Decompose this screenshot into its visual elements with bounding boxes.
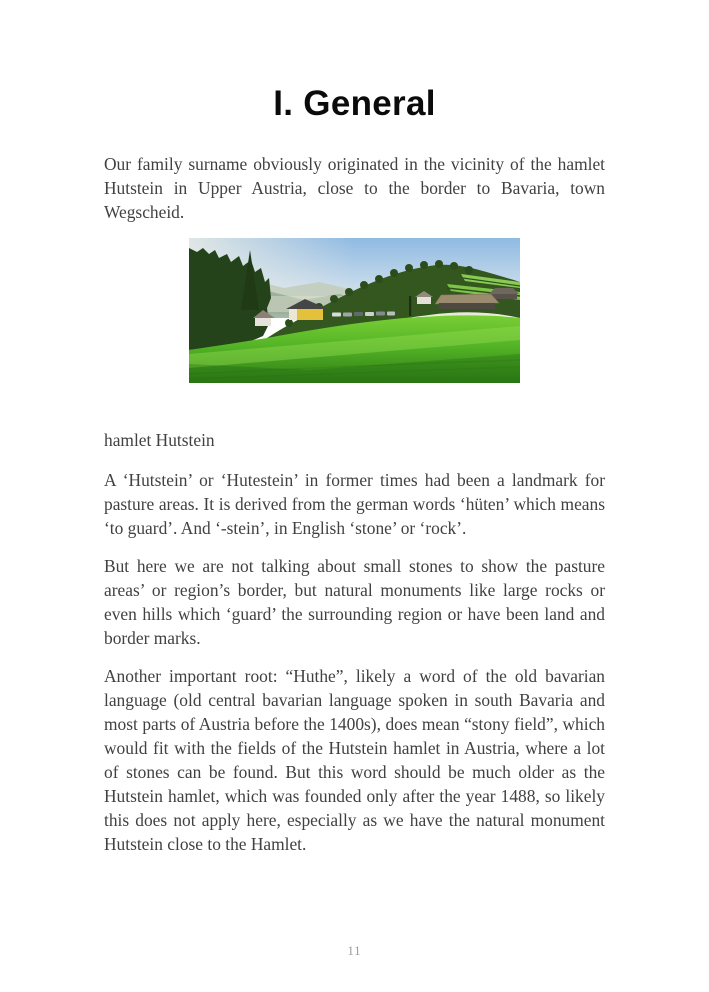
paragraph-hutstein-meaning: A ‘Hutstein’ or ‘Hutestein’ in former times had been a landmark for pasture areas. It is derived from the german words ‘hüten’ which means ‘to guard’. And ‘-stein’, in English ‘stone’ or ‘rock’.	[104, 470, 605, 538]
pole	[409, 296, 411, 316]
page-number: 11	[347, 944, 362, 958]
figure-hutstein-photo	[104, 238, 605, 383]
paragraph-intro: Our family surname obviously originated in the vicinity of the hamlet Hutstein in Upper Austria, close to the border to Bavaria, town Wegscheid.	[104, 154, 605, 222]
page-title: I. General	[273, 84, 436, 123]
figure-caption: hamlet Hutstein	[104, 430, 215, 450]
landscape-photo	[189, 238, 520, 383]
paragraph-natural-monuments: But here we are not talking about small stones to show the pasture areas’ or region’s border, but natural monuments like large rocks or even hills which ‘guard’ the surrounding region or have been land and border marks.	[104, 556, 605, 648]
paragraph-huthe-root: Another important root: “Huthe”, likely a word of the old bavarian language (old central bavarian language spoken in south Bavaria and most parts of Austria before the 1400s), does mean “stony field”, which would fit with the fields of the Hutstein hamlet in Austria, where a lot of stones can be found. But this word should be much older as the Hutstein hamlet, which was founded only after the year 1488, so likely this does not apply here, especially as we have the natural monument Hutstein close to the Hamlet.	[104, 666, 605, 854]
